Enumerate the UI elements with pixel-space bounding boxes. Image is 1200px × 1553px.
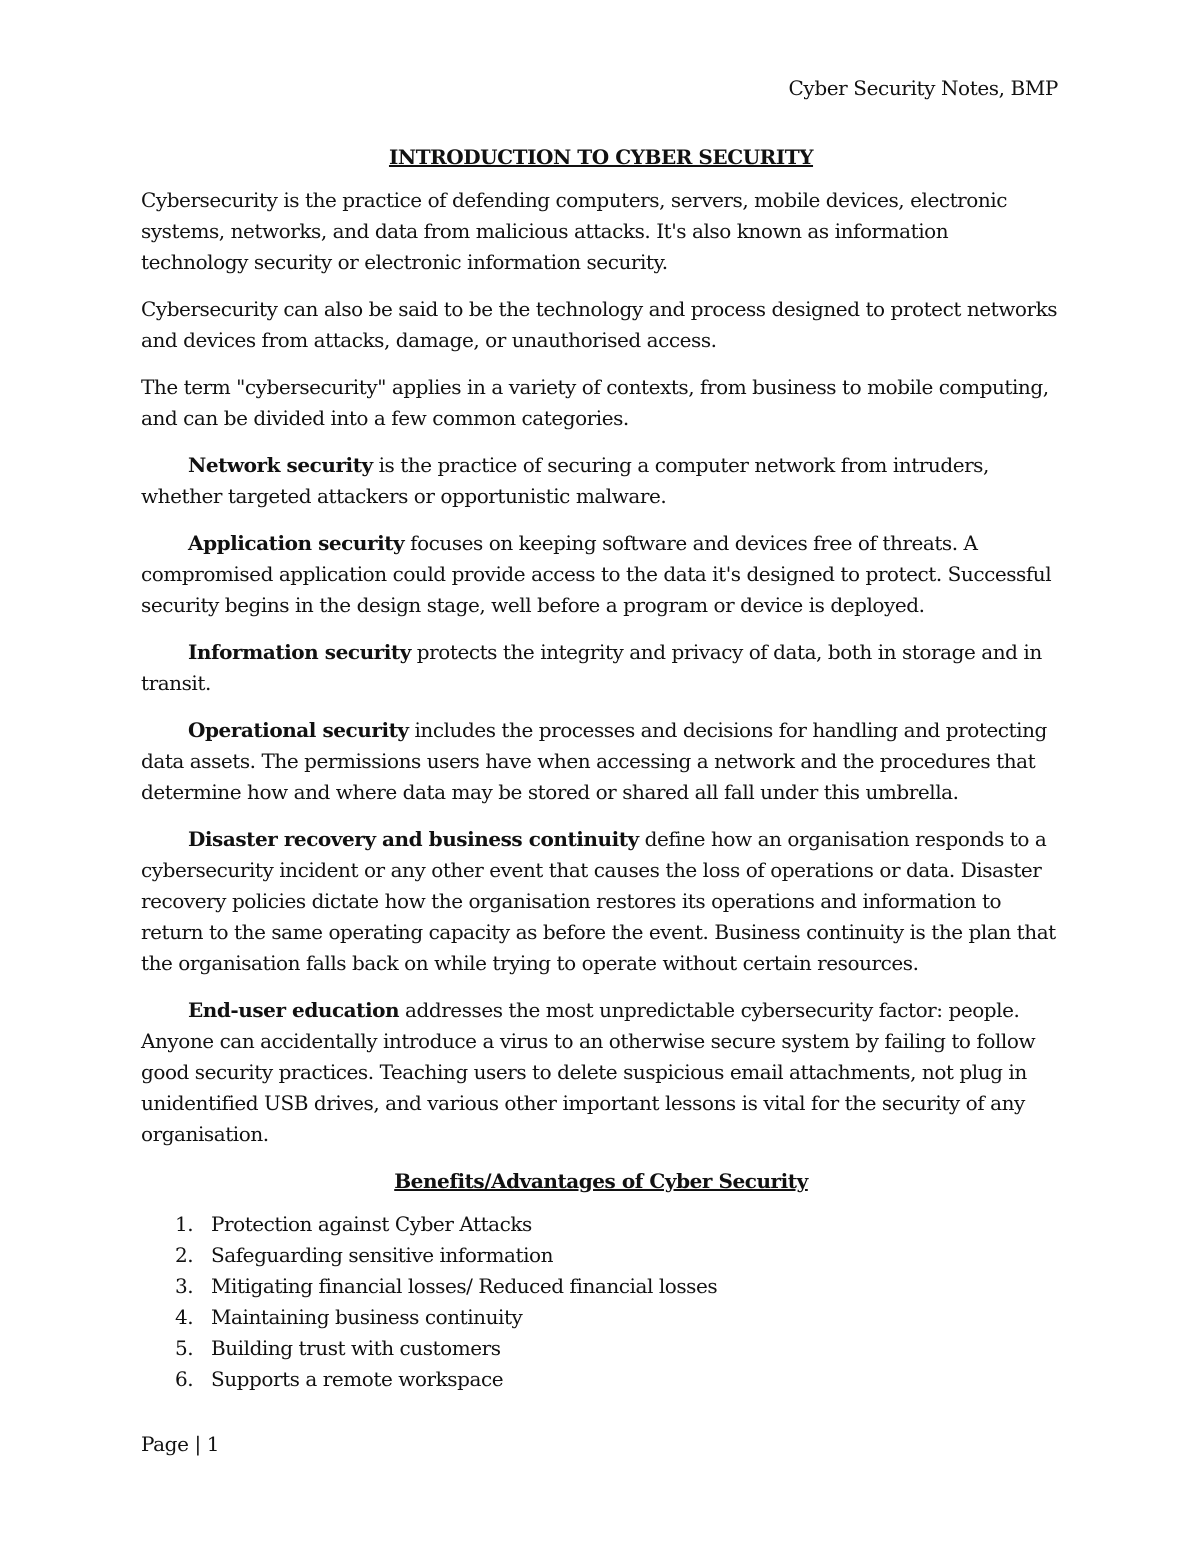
list-number: 2. [175,1243,194,1267]
list-text: Supports a remote workspace [211,1367,504,1391]
category-description: protects the integrity and privacy of data, both in storage and in transit. [141,640,1042,695]
category-description: addresses the most unpredictable cybersecurity factor: people. Anyone can accidentally introduce a virus to an otherwise secure system by failing to follow good security practices. Teaching users to delete suspicious email attachments, not plug in unidentified USB drives, and various other important lessons is vital for the security of any organisation. [141,998,1036,1146]
list-text: Maintaining business continuity [211,1305,523,1329]
list-item [141,1302,1061,1333]
category-term: Network security [188,453,373,477]
list-item [141,1209,1061,1240]
running-header: Cyber Security Notes, BMP [788,76,1058,100]
list-text: Protection against Cyber Attacks [211,1212,532,1236]
category-network-security [141,450,1061,512]
list-number: 1. [175,1212,194,1236]
benefits-heading: Benefits/Advantages of Cyber Security [394,1169,808,1193]
paragraph-definition: Cybersecurity is the practice of defending computers, servers, mobile devices, electronic systems, networks, and data from malicious attacks. It's also known as information technology security or electronic information security. [141,188,1007,274]
category-disaster-recovery [141,824,1061,979]
list-item [141,1271,1061,1302]
category-description: includes the processes and decisions for handling and protecting data assets. The permissions users have when accessing a network and the procedures that determine how and where data may be stored or shared all fall under this umbrella. [141,718,1047,804]
list-item [141,1333,1061,1364]
list-number: 3. [175,1274,194,1298]
category-operational-security [141,715,1061,808]
paragraph-categories-intro: The term "cybersecurity" applies in a variety of contexts, from business to mobile computing, and can be divided into a few common categories. [141,375,1049,430]
category-term: Operational security [188,718,409,742]
page-number-footer: Page | 1 [141,1432,220,1456]
category-description: define how an organisation responds to a cybersecurity incident or any other event that causes the loss of operations or data. Disaster recovery policies dictate how the organisation restores its operations and information to return to the same operating capacity as before the event. Business continuity is the plan that the organisation falls back on while trying to operate without certain resources. [141,827,1056,975]
list-number: 4. [175,1305,194,1329]
list-item [141,1240,1061,1271]
category-term: End-user education [188,998,400,1022]
list-text: Mitigating financial losses/ Reduced financial losses [211,1274,718,1298]
category-end-user-education [141,995,1061,1150]
category-application-security [141,528,1061,621]
category-description: is the practice of securing a computer network from intruders, whether targeted attackers or opportunistic malware. [141,453,989,508]
list-text: Building trust with customers [211,1336,501,1360]
list-number: 5. [175,1336,194,1360]
list-item [141,1364,1061,1395]
document-body [141,142,1061,1395]
document-title: INTRODUCTION TO CYBER SECURITY [388,145,814,169]
category-term: Disaster recovery and business continuity [188,827,639,851]
paragraph-technology: Cybersecurity can also be said to be the technology and process designed to protect networks and devices from attacks, damage, or unauthorised access. [141,297,1058,352]
category-description: focuses on keeping software and devices free of threats. A compromised application could provide access to the data it's designed to protect. Successful security begins in the design stage, well before a program or device is deployed. [141,531,1052,617]
benefits-list [141,1209,1061,1395]
category-information-security [141,637,1061,699]
category-term: Information security [188,640,411,664]
list-number: 6. [175,1367,194,1391]
list-text: Safeguarding sensitive information [211,1243,554,1267]
category-term: Application security [188,531,405,555]
